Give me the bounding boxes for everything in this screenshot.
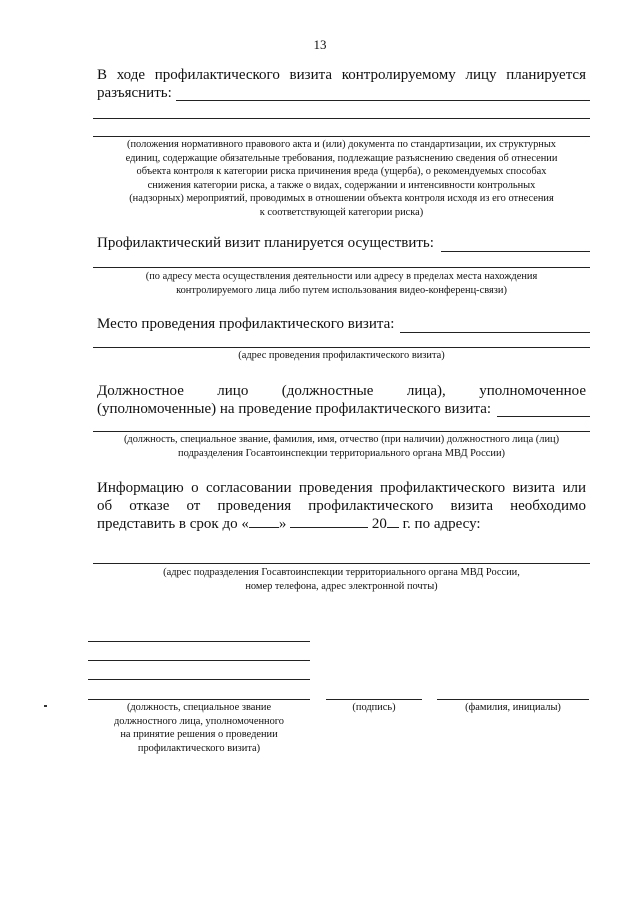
deadline-year-field[interactable] xyxy=(387,515,399,528)
response-address-fill-line[interactable] xyxy=(93,563,590,564)
intro-text-line-2: разъяснить: xyxy=(97,85,172,101)
deadline-day-field[interactable] xyxy=(249,515,279,528)
visit-mode-fill-line-1[interactable] xyxy=(441,251,590,252)
response-address-caption: (адрес подразделения Госавтоинспекции территориального органа МВД России, номер телефона, адрес электронной почты) xyxy=(163,567,520,592)
visit-mode-label: Профилактический визит планируется осуществить: xyxy=(97,235,434,251)
response-text-line-2: об отказе от проведения профилактического визита необходимо xyxy=(97,498,586,514)
signature-caption: (подпись) xyxy=(352,702,396,713)
official-caption: (должность, специальное звание, фамилия, имя, отчество (при наличии) должностного лица (лиц) подразделения Госавтоинспекции территориального органа МВД России) xyxy=(123,434,560,459)
page-number: 13 xyxy=(313,37,327,52)
visit-place-caption: (адрес проведения профилактического визита) xyxy=(238,350,445,361)
visit-mode-caption: (по адресу места осуществления деятельности или адресу в пределах места нахождения контролируемого лица либо путем использования видео-конференц-связи) xyxy=(145,271,538,296)
signature-fill-line[interactable] xyxy=(326,699,422,700)
visit-place-label: Место проведения профилактического визита: xyxy=(97,316,395,332)
visit-place-fill-line-2[interactable] xyxy=(93,347,590,348)
official-fill-line-2[interactable] xyxy=(93,431,590,432)
explain-fill-line-3[interactable] xyxy=(93,136,590,137)
position-fill-line-1[interactable] xyxy=(88,641,310,642)
visit-place-fill-line-1[interactable] xyxy=(400,332,590,333)
visit-mode-fill-line-2[interactable] xyxy=(93,267,590,268)
explain-fill-line-2[interactable] xyxy=(93,118,590,119)
intro-text-line-1: В ходе профилактического визита контролируемому лицу планируется xyxy=(97,67,586,83)
official-text-line-1: Должностное лицо (должностные лица), уполномоченное xyxy=(97,383,586,399)
response-deadline-line: представить в срок до « » 20 г. по адресу: xyxy=(97,516,481,532)
position-caption: (должность, специальное звание должностного лица, уполномоченного на принятие решения о проведении профилактического визита) xyxy=(114,702,284,754)
response-text-line-1: Информацию о согласовании проведения профилактического визита или xyxy=(97,480,586,496)
position-fill-line-2[interactable] xyxy=(88,660,310,661)
name-fill-line[interactable] xyxy=(437,699,589,700)
scan-speck xyxy=(44,705,47,707)
name-caption: (фамилия, инициалы) xyxy=(465,702,561,713)
position-fill-line-4[interactable] xyxy=(88,699,310,700)
position-fill-line-3[interactable] xyxy=(88,679,310,680)
deadline-month-field[interactable] xyxy=(290,515,368,528)
explain-caption: (положения нормативного правового акта и (или) документа по стандартизации, их структурных единиц, содержащие обязательные требования, подлежащие разъяснению сведения об отнесении объекта контроля к категории риска причинения вреда (ущерба), о рекомендуемых способах снижения категории риска, а также о видах, содержании и интенсивности контрольных (надзорных) мероприятий, проводимых в отношении объекта контроля исходя из его отнесения к соответствующей категории риска) xyxy=(125,139,558,218)
official-text-line-2: (уполномоченные) на проведение профилактического визита: xyxy=(97,401,492,417)
explain-fill-line-1[interactable] xyxy=(176,100,590,101)
official-fill-line-1[interactable] xyxy=(497,416,590,417)
